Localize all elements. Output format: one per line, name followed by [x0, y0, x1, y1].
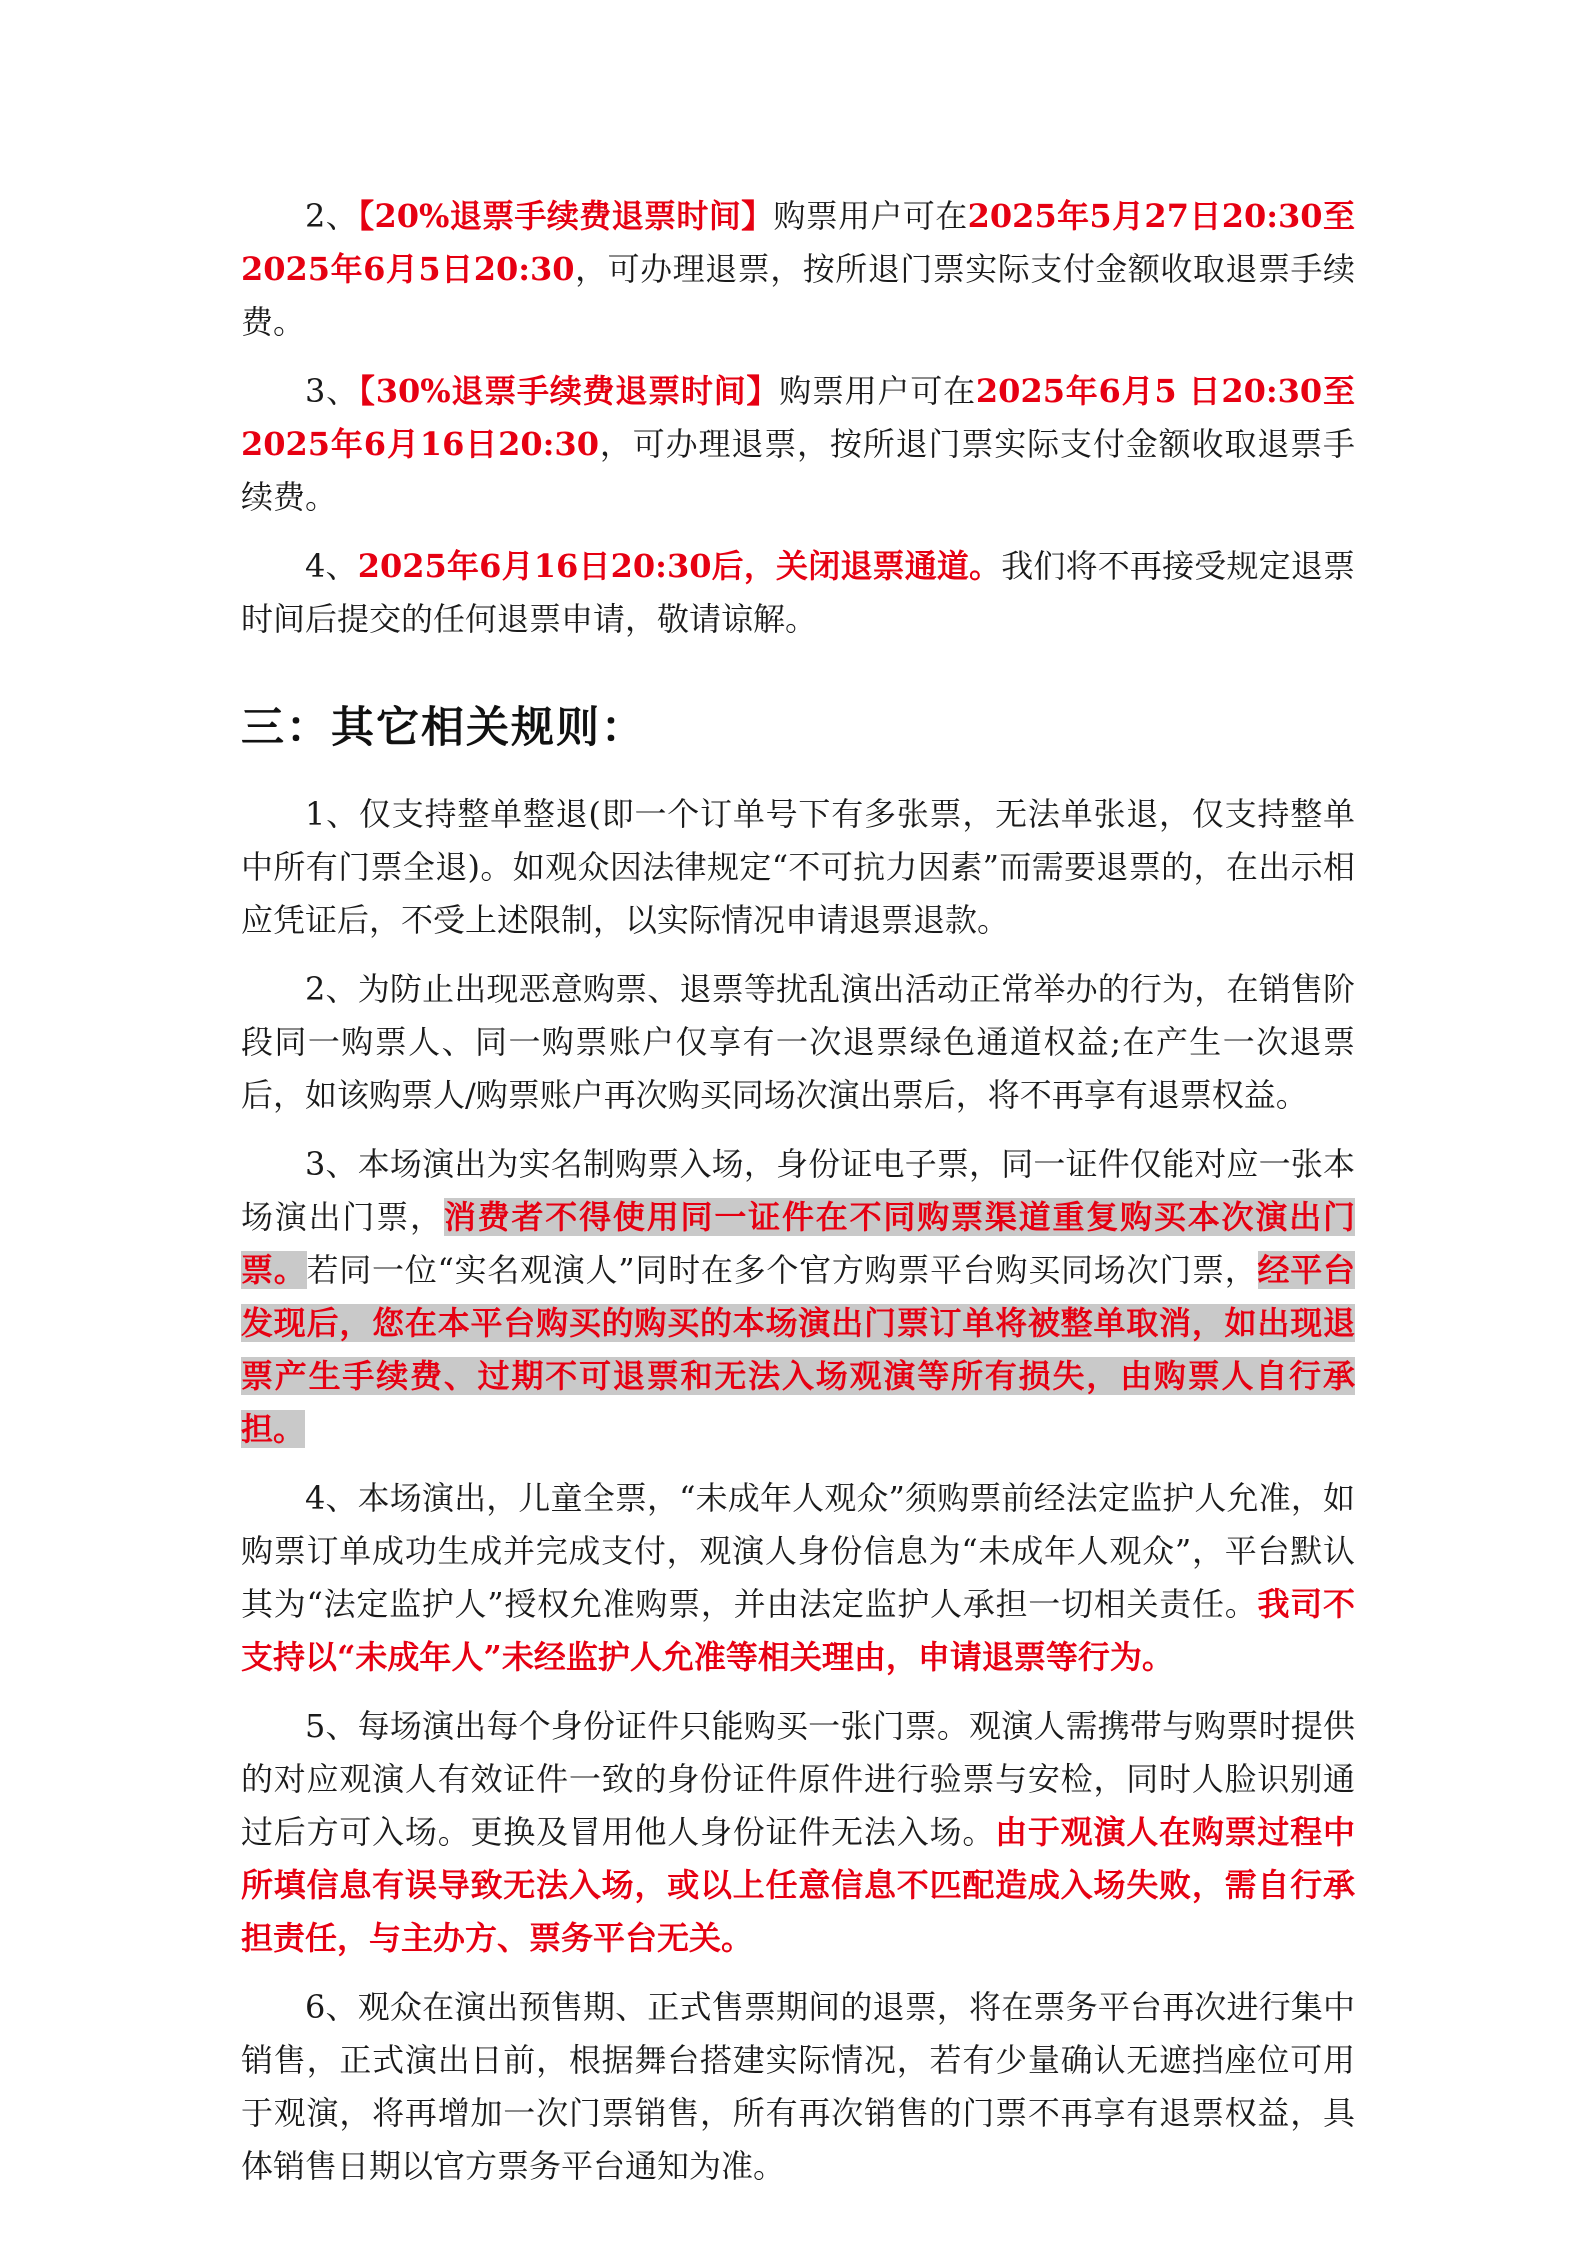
refund-close-notice: 2025年6月16日20:30后，关闭退票通道。	[357, 547, 1002, 585]
highlighted-warning: 消费者不得使用同一证件在不同购票渠道重复购买本次演出门票。	[241, 1198, 1355, 1289]
item-number: 3、	[305, 372, 359, 410]
rule-2: 2、为防止出现恶意购票、退票等扰乱演出活动正常举办的行为，在销售阶段同一购票人、同一购票账户仅享有一次退票绿色通道权益;在产生一次退票后，如该购票人/购票账户再次购买同场次演出票后，将不再享有退票权益。	[241, 970, 1355, 1114]
item-number: 4、	[305, 547, 358, 585]
rule-4	[241, 1472, 1355, 1684]
rule-warning: 由于观演人在购票过程中所填信息有误导致无法入场，或以上任意信息不匹配造成入场失败，需自行承担责任，与主办方、票务平台无关。	[241, 1813, 1355, 1957]
refund-period-dates: 2025年6月5 日20:30至2025年6月16日20:30	[241, 372, 1355, 463]
section-heading: 三：其它相关规则：	[241, 703, 646, 753]
refund-period-title: 【20%退票手续费退票时间】	[358, 197, 774, 235]
rule-text: 若同一位“实名观演人”同时在多个官方购票平台购买同场次门票，	[306, 1251, 1258, 1289]
rule-5	[241, 1700, 1355, 1965]
rule-text: 5、每场演出每个身份证件只能购买一张门票。观演人需携带与购票时提供的对应观演人有效证件一致的身份证件原件进行验票与安检，同时人脸识别通过后方可入场。更换及冒用他人身份证件无法入场。	[241, 1707, 1355, 1851]
refund-period-title: 【30%退票手续费退票时间】	[358, 372, 780, 410]
refund-item-2	[241, 190, 1355, 349]
item-text: 我们将不再接受规定退票时间后提交的任何退票申请，敬请谅解。	[241, 547, 1355, 638]
refund-item-3	[241, 365, 1355, 524]
item-number: 2、	[305, 197, 359, 235]
rule-1: 1、仅支持整单整退(即一个订单号下有多张票，无法单张退，仅支持整单中所有门票全退)。如观众因法律规定“不可抗力因素”而需要退票的，在出示相应凭证后，不受上述限制，以实际情况申请退票退款。	[241, 795, 1355, 939]
rule-3	[241, 1138, 1355, 1456]
item-text: 购票用户可在	[773, 197, 968, 235]
refund-item-4	[241, 540, 1355, 646]
item-text: 购票用户可在	[779, 372, 976, 410]
rule-warning: 我司不支持以“未成年人”未经监护人允准等相关理由，申请退票等行为。	[241, 1585, 1355, 1676]
refund-period-dates: 2025年5月27日20:30至2025年6月5日20:30	[241, 197, 1355, 288]
document-page	[241, 190, 1355, 2209]
item-text: ，可办理退票，按所退门票实际支付金额收取退票手续费。	[241, 425, 1355, 516]
rule-6: 6、观众在演出预售期、正式售票期间的退票，将在票务平台再次进行集中销售，正式演出日前，根据舞台搭建实际情况，若有少量确认无遮挡座位可用于观演，将再增加一次门票销售，所有再次销售的门票不再享有退票权益，具体销售日期以官方票务平台通知为准。	[241, 1988, 1355, 2185]
highlighted-warning: 经平台发现后，您在本平台购买的购买的本场演出门票订单将被整单取消，如出现退票产生手续费、过期不可退票和无法入场观演等所有损失，由购票人自行承担。	[241, 1251, 1355, 1448]
rule-text: 4、本场演出，儿童全票，“未成年人观众”须购票前经法定监护人允准，如购票订单成功生成并完成支付，观演人身份信息为“未成年人观众”，平台默认其为“法定监护人”授权允准购票，并由法定监护人承担一切相关责任。	[241, 1479, 1355, 1623]
rule-text: 3、本场演出为实名制购票入场，身份证电子票，同一证件仅能对应一张本场演出门票，	[241, 1145, 1355, 1236]
item-text: ，可办理退票，按所退门票实际支付金额收取退票手续费。	[241, 250, 1355, 341]
